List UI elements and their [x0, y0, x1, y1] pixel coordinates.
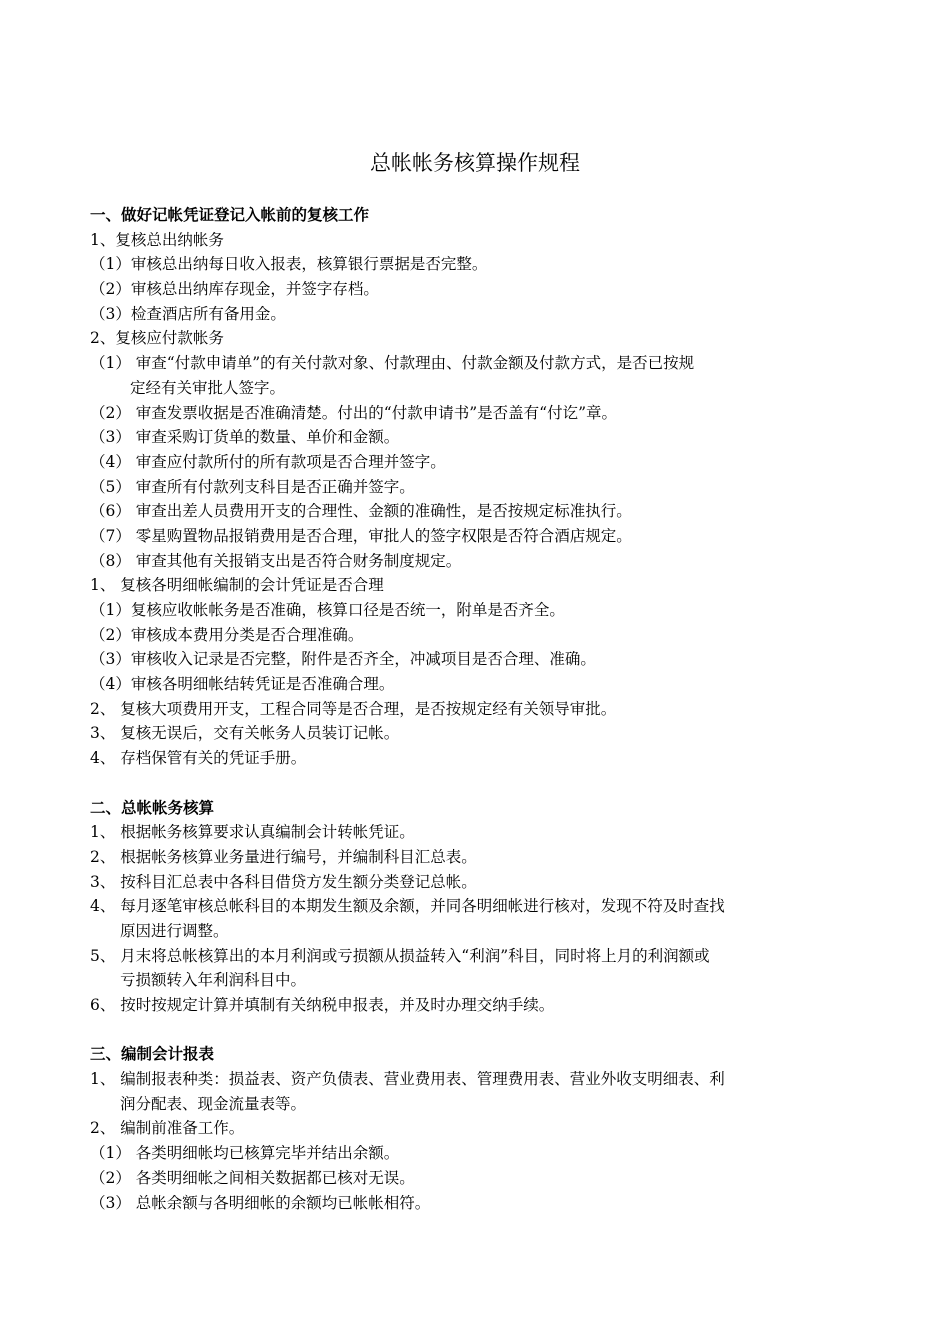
numbered-item: 1、 根据帐务核算要求认真编制会计转帐凭证。: [90, 823, 415, 842]
sub-item: （3） 审查采购订货单的数量、单价和金额。: [90, 428, 400, 447]
numbered-item: 4、 每月逐笔审核总帐科目的本期发生额及余额，并同各明细帐进行核对，发现不符及时查找: [90, 897, 725, 916]
document-title: 总帐帐务核算操作规程: [370, 151, 580, 175]
sub-item: （6） 审查出差人员费用开支的合理性、金额的准确性，是否按规定标准执行。: [90, 502, 632, 521]
sub-item: （1）审核总出纳每日收入报表，核算银行票据是否完整。: [90, 255, 488, 274]
sub-item: （3）检查酒店所有备用金。: [90, 304, 286, 323]
sub-item: （2）审核总出纳库存现金，并签字存档。: [90, 280, 379, 299]
sub-item: （4） 审查应付款所付的所有款项是否合理并签字。: [90, 452, 446, 471]
item-continuation: 原因进行调整。: [120, 921, 229, 940]
numbered-item: 3、 按科目汇总表中各科目借贷方发生额分类登记总帐。: [90, 872, 477, 891]
numbered-item: 1、 复核各明细帐编制的会计凭证是否合理: [90, 576, 384, 595]
section-spacer: [90, 1018, 865, 1043]
sub-item: （8） 审查其他有关报销支出是否符合财务制度规定。: [90, 551, 462, 570]
section-spacer: [90, 771, 865, 796]
sub-item: （3）审核收入记录是否完整，附件是否齐全，冲减项目是否合理、准确。: [90, 650, 596, 669]
sub-item: （2） 各类明细帐之间相关数据都已核对无误。: [90, 1168, 415, 1187]
item-continuation: 亏损额转入年利润科目中。: [120, 971, 307, 990]
document-body: [90, 203, 865, 1215]
sub-item: （3） 总帐余额与各明细帐的余额均已帐帐相符。: [90, 1193, 431, 1212]
numbered-item: 6、 按时按规定计算并填制有关纳税申报表，并及时办理交纳手续。: [90, 996, 555, 1014]
numbered-item: 5、 月末将总帐核算出的本月利润或亏损额从损益转入“利润”科目，同时将上月的利润额或: [90, 946, 710, 965]
section-heading: 二、总帐帐务核算: [90, 798, 215, 817]
sub-item: （2）审核成本费用分类是否合理准确。: [90, 625, 364, 644]
numbered-item: 2、复核应付款帐务: [90, 329, 224, 348]
sub-item: （5） 审查所有付款列支科目是否正确并签字。: [90, 477, 415, 496]
numbered-item: 1、复核总出纳帐务: [90, 230, 224, 249]
numbered-item: 4、 存档保管有关的凭证手册。: [90, 749, 307, 768]
item-continuation: 定经有关审批人签字。: [130, 378, 286, 397]
sub-item: （7） 零星购置物品报销费用是否合理，审批人的签字权限是否符合酒店规定。: [90, 526, 632, 545]
sub-item: （1） 各类明细帐均已核算完毕并结出余额。: [90, 1144, 400, 1163]
numbered-item: 2、 编制前准备工作。: [90, 1119, 245, 1138]
section-heading: 三、编制会计报表: [90, 1045, 215, 1064]
sub-item: （1）复核应收帐帐务是否准确，核算口径是否统一，附单是否齐全。: [90, 601, 565, 619]
item-continuation: 润分配表、现金流量表等。: [120, 1094, 307, 1113]
numbered-item: 2、 根据帐务核算业务量进行编号，并编制科目汇总表。: [90, 847, 477, 866]
numbered-item: 3、 复核无误后，交有关帐务人员装订记帐。: [90, 724, 400, 743]
sub-item: （1） 审查“付款申请单”的有关付款对象、付款理由、付款金额及付款方式，是否已按规: [90, 354, 695, 373]
numbered-item: 1、 编制报表种类：损益表、资产负债表、营业费用表、管理费用表、营业外收支明细表、利: [90, 1070, 725, 1089]
section-heading: 一、做好记帐凭证登记入帐前的复核工作: [90, 206, 370, 224]
numbered-item: 2、 复核大项费用开支，工程合同等是否合理，是否按规定经有关领导审批。: [90, 699, 617, 718]
sub-item: （4）审核各明细帐结转凭证是否准确合理。: [90, 675, 395, 694]
sub-item: （2） 审查发票收据是否准确清楚。付出的“付款申请书”是否盖有“付讫”章。: [90, 403, 617, 422]
